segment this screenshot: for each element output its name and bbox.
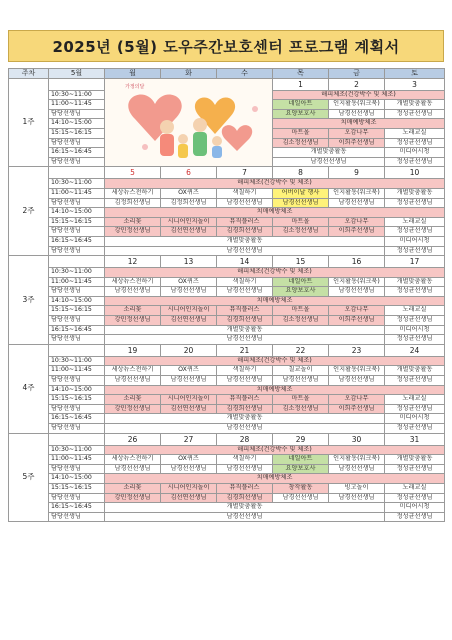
program-cell: 뮤직플러스 xyxy=(217,395,273,405)
program-cell: 정성균선생님 xyxy=(385,138,445,148)
program-cell: 남경선선생님 xyxy=(217,287,273,297)
schedule-row xyxy=(9,236,445,246)
date-cell: 1 xyxy=(273,78,329,90)
program-cell: 남경선선생님 xyxy=(105,464,161,474)
day-header: 금 xyxy=(329,69,385,79)
schedule-row xyxy=(9,268,445,278)
date-cell: 5 xyxy=(105,167,161,179)
program-cell: 남경선선생님 xyxy=(161,376,217,386)
program-cell: 정성균선생님 xyxy=(385,157,445,167)
day-header: 수 xyxy=(217,69,273,79)
program-cell: 정성균선생님 xyxy=(385,464,445,474)
date-cell: 26 xyxy=(105,433,161,445)
date-spacer xyxy=(49,344,105,356)
time-slot: 15:15~16:15 xyxy=(49,217,105,227)
schedule-row xyxy=(9,246,445,256)
date-spacer xyxy=(49,256,105,268)
program-cell: 남경선선생님 xyxy=(161,287,217,297)
program-cell: 개별맞춤활동 xyxy=(385,366,445,376)
program-cell: 김소정선생님 xyxy=(273,404,329,414)
schedule-page xyxy=(8,30,444,522)
program-cell: 남경선선생님 xyxy=(329,287,385,297)
illustration-caption: 가정의달 xyxy=(125,83,145,90)
day-header: 화 xyxy=(161,69,217,79)
time-slot: 담당선생님 xyxy=(49,493,105,503)
time-slot: 담당선생님 xyxy=(49,109,105,119)
schedule-row xyxy=(9,414,445,424)
program-cell: 해피체조(건강박수 및 체조) xyxy=(273,90,445,100)
schedule-row xyxy=(9,287,445,297)
schedule-row xyxy=(9,385,445,395)
date-cell: 23 xyxy=(329,344,385,356)
date-cell: 19 xyxy=(105,344,161,356)
program-cell: 남경선선생님 xyxy=(329,493,385,503)
time-slot: 담당선생님 xyxy=(49,227,105,237)
schedule-row xyxy=(9,474,445,484)
program-cell: 남경선선생님 xyxy=(329,376,385,386)
time-slot: 담당선생님 xyxy=(49,246,105,256)
time-slot: 10:30~11:00 xyxy=(49,90,105,100)
program-cell: 치매예방체조 xyxy=(105,474,445,484)
time-slot: 10:30~11:00 xyxy=(49,268,105,278)
time-slot: 11:00~11:45 xyxy=(49,188,105,198)
schedule-row xyxy=(9,404,445,414)
program-cell: 노래교실 xyxy=(385,217,445,227)
program-cell: 남경선선생님 xyxy=(273,376,329,386)
time-slot: 15:15~16:15 xyxy=(49,483,105,493)
date-cell: 31 xyxy=(385,433,445,445)
program-cell: 오감나무 xyxy=(329,128,385,138)
program-cell: 어버이날 행사 xyxy=(273,188,329,198)
day-header: 월 xyxy=(105,69,161,79)
time-slot: 담당선생님 xyxy=(49,512,105,522)
program-cell: 김경희선생님 xyxy=(217,227,273,237)
program-cell: 노래교실 xyxy=(385,128,445,138)
program-cell: 네일아트 xyxy=(273,455,329,465)
date-spacer xyxy=(49,433,105,445)
time-slot: 담당선생님 xyxy=(49,424,105,434)
date-row xyxy=(9,78,445,90)
date-cell: 3 xyxy=(385,78,445,90)
time-slot: 15:15~16:15 xyxy=(49,395,105,405)
time-slot: 10:30~11:00 xyxy=(49,179,105,189)
schedule-row xyxy=(9,356,445,366)
program-cell: 요양보호사 xyxy=(273,287,329,297)
program-cell: 노래교실 xyxy=(385,306,445,316)
program-cell: 뮤직플러스 xyxy=(217,483,273,493)
date-cell: 14 xyxy=(217,256,273,268)
program-cell: 김경희선생님 xyxy=(217,316,273,326)
program-cell: 치매예방체조 xyxy=(105,208,445,218)
date-cell: 13 xyxy=(161,256,217,268)
schedule-row xyxy=(9,483,445,493)
program-cell: 요양보호사 xyxy=(273,464,329,474)
date-row xyxy=(9,344,445,356)
schedule-row xyxy=(9,512,445,522)
program-cell: 미디어시청 xyxy=(385,503,445,513)
program-cell: 남경선선생님 xyxy=(217,198,273,208)
program-cell: 시니어인지놀이 xyxy=(161,306,217,316)
program-cell: 김경희선생님 xyxy=(217,404,273,414)
program-cell: 개별맞춤활동 xyxy=(385,277,445,287)
program-cell: 정성균선생님 xyxy=(385,198,445,208)
program-cell: 인지활동(워크북) xyxy=(329,455,385,465)
program-cell: 남경선선생님 xyxy=(329,198,385,208)
time-slot: 16:15~16:45 xyxy=(49,148,105,158)
program-cell: 이희주선생님 xyxy=(329,138,385,148)
program-cell: 마트몰 xyxy=(273,128,329,138)
time-slot: 11:00~11:45 xyxy=(49,277,105,287)
program-cell: 정성균선생님 xyxy=(385,376,445,386)
program-cell: 남경선선생님 xyxy=(329,464,385,474)
program-cell: 정성균선생님 xyxy=(385,287,445,297)
program-cell: 소리꽃 xyxy=(105,483,161,493)
date-cell: 22 xyxy=(273,344,329,356)
program-cell: 강민정선생님 xyxy=(105,404,161,414)
time-slot: 16:15~16:45 xyxy=(49,325,105,335)
schedule-row xyxy=(9,325,445,335)
time-slot: 담당선생님 xyxy=(49,138,105,148)
program-cell: 강민정선생님 xyxy=(105,316,161,326)
program-cell: 김정희선생님 xyxy=(105,198,161,208)
program-cell: 마트몰 xyxy=(273,395,329,405)
program-cell: 개별맞춤활동 xyxy=(105,414,385,424)
program-cell: 오감나무 xyxy=(329,217,385,227)
program-cell: OX퀴즈 xyxy=(161,188,217,198)
schedule-row xyxy=(9,306,445,316)
date-cell: 30 xyxy=(329,433,385,445)
program-cell: 남경선선생님 xyxy=(273,198,329,208)
time-slot: 14:10~15:00 xyxy=(49,119,105,129)
program-cell: 빙고놀이 xyxy=(329,483,385,493)
time-slot: 담당선생님 xyxy=(49,464,105,474)
date-cell: 10 xyxy=(385,167,445,179)
program-cell: 노래교실 xyxy=(385,483,445,493)
time-slot: 15:15~16:15 xyxy=(49,306,105,316)
program-cell: 치매예방체조 xyxy=(105,385,445,395)
date-cell: 21 xyxy=(217,344,273,356)
program-cell: 강민정선생님 xyxy=(105,227,161,237)
date-row xyxy=(9,433,445,445)
time-slot: 16:15~16:45 xyxy=(49,414,105,424)
week-label: 5주 xyxy=(9,433,49,522)
schedule-row xyxy=(9,445,445,455)
program-cell: 김선연선생님 xyxy=(161,227,217,237)
program-cell: 마트몰 xyxy=(273,217,329,227)
day-header: 목 xyxy=(273,69,329,79)
program-cell: 개별맞춤활동 xyxy=(385,188,445,198)
program-cell: 미디어시청 xyxy=(385,325,445,335)
program-cell: 색칠하기 xyxy=(217,455,273,465)
time-slot: 10:30~11:00 xyxy=(49,445,105,455)
program-cell: 김경희선생님 xyxy=(217,493,273,503)
time-slot: 담당선생님 xyxy=(49,198,105,208)
time-slot: 10:30~11:00 xyxy=(49,356,105,366)
date-cell: 27 xyxy=(161,433,217,445)
schedule-row xyxy=(9,296,445,306)
schedule-row xyxy=(9,493,445,503)
program-cell: 정성균선생님 xyxy=(385,512,445,522)
program-cell: 네일아트 xyxy=(273,100,329,110)
program-cell: 미디어시청 xyxy=(385,236,445,246)
program-cell: 색칠하기 xyxy=(217,277,273,287)
schedule-row xyxy=(9,503,445,513)
program-cell: 세상뉴스전하기 xyxy=(105,455,161,465)
date-cell: 7 xyxy=(217,167,273,179)
program-cell: 인지활동(워크북) xyxy=(329,277,385,287)
program-cell: 노래교실 xyxy=(385,395,445,405)
program-cell: OX퀴즈 xyxy=(161,455,217,465)
program-cell: 세상뉴스전하기 xyxy=(105,277,161,287)
header-row xyxy=(9,69,445,79)
program-cell: 시니어인지놀이 xyxy=(161,217,217,227)
time-slot: 16:15~16:45 xyxy=(49,236,105,246)
time-slot: 14:10~15:00 xyxy=(49,296,105,306)
program-cell: 네일아트 xyxy=(273,277,329,287)
program-cell: 개별맞춤활동 xyxy=(105,325,385,335)
date-cell: 12 xyxy=(105,256,161,268)
date-cell: 8 xyxy=(273,167,329,179)
schedule-row xyxy=(9,277,445,287)
program-cell: 개별맞춤활동 xyxy=(385,455,445,465)
date-spacer xyxy=(49,167,105,179)
time-slot: 14:10~15:00 xyxy=(49,474,105,484)
program-cell: 남경선선생님 xyxy=(217,376,273,386)
program-cell: 오감나무 xyxy=(329,395,385,405)
week-label: 4주 xyxy=(9,344,49,433)
program-cell: 이희주선생님 xyxy=(329,404,385,414)
time-slot: 11:00~11:45 xyxy=(49,366,105,376)
program-cell: 개별맞춤활동 xyxy=(273,148,385,158)
schedule-row xyxy=(9,335,445,345)
program-cell: 정성균선생님 xyxy=(385,227,445,237)
date-cell: 20 xyxy=(161,344,217,356)
program-cell: 해피체조(건강박수 및 체조) xyxy=(105,179,445,189)
program-cell: 시니어인지놀이 xyxy=(161,483,217,493)
schedule-row xyxy=(9,179,445,189)
schedule-row xyxy=(9,424,445,434)
date-cell: 6 xyxy=(161,167,217,179)
date-spacer xyxy=(49,78,105,90)
program-cell: 소리꽃 xyxy=(105,306,161,316)
page-title: 2025년 (5월) 도우주간보호센터 프로그램 계획서 xyxy=(8,30,444,62)
program-cell: 정성균선생님 xyxy=(385,246,445,256)
program-cell: 남경선선생님 xyxy=(105,246,385,256)
program-cell: 정성균선생님 xyxy=(385,316,445,326)
date-row xyxy=(9,256,445,268)
time-slot: 담당선생님 xyxy=(49,316,105,326)
schedule-row xyxy=(9,188,445,198)
program-cell: 치매예방체조 xyxy=(105,296,445,306)
program-cell: 김소정선생님 xyxy=(273,227,329,237)
program-cell: 강민정선생님 xyxy=(105,493,161,503)
program-cell: 김선연선생님 xyxy=(161,404,217,414)
program-cell: 개별맞춤활동 xyxy=(105,503,385,513)
date-row xyxy=(9,167,445,179)
program-cell: 남경선선생님 xyxy=(273,157,385,167)
program-cell: 세상뉴스전하기 xyxy=(105,366,161,376)
program-cell: 정성균선생님 xyxy=(385,404,445,414)
program-cell: 색칠하기 xyxy=(217,188,273,198)
schedule-row xyxy=(9,376,445,386)
program-cell: 남경선선생님 xyxy=(105,287,161,297)
time-slot: 14:10~15:00 xyxy=(49,208,105,218)
date-cell: 15 xyxy=(273,256,329,268)
program-cell: 남경선선생님 xyxy=(105,376,161,386)
program-cell: 김정희선생님 xyxy=(161,198,217,208)
time-slot: 11:00~11:45 xyxy=(49,100,105,110)
date-cell: 17 xyxy=(385,256,445,268)
time-slot: 14:10~15:00 xyxy=(49,385,105,395)
program-cell: 뮤직플러스 xyxy=(217,217,273,227)
schedule-table xyxy=(8,68,445,522)
program-cell: 남경선선생님 xyxy=(329,109,385,119)
program-cell: 세상뉴스전하기 xyxy=(105,188,161,198)
program-cell: 남경선선생님 xyxy=(105,335,385,345)
program-cell: 뮤직플러스 xyxy=(217,306,273,316)
time-slot: 담당선생님 xyxy=(49,157,105,167)
time-slot: 담당선생님 xyxy=(49,287,105,297)
program-cell: 창작활동 xyxy=(273,483,329,493)
family-hearts-illustration xyxy=(105,78,273,167)
program-cell: 남경선선생님 xyxy=(217,464,273,474)
program-cell: 개별맞춤활동 xyxy=(105,236,385,246)
time-slot: 담당선생님 xyxy=(49,404,105,414)
day-header: 토 xyxy=(385,69,445,79)
schedule-row xyxy=(9,455,445,465)
program-cell: 소리꽃 xyxy=(105,395,161,405)
program-cell: 김선연선생님 xyxy=(161,316,217,326)
schedule-row xyxy=(9,395,445,405)
schedule-row xyxy=(9,464,445,474)
schedule-row xyxy=(9,198,445,208)
program-cell: OX퀴즈 xyxy=(161,366,217,376)
program-cell: 소리꽃 xyxy=(105,217,161,227)
time-slot: 15:15~16:15 xyxy=(49,128,105,138)
program-cell: 해피체조(건강박수 및 체조) xyxy=(105,356,445,366)
schedule-row xyxy=(9,366,445,376)
time-slot: 16:15~16:45 xyxy=(49,503,105,513)
schedule-row xyxy=(9,316,445,326)
program-cell: 인지활동(워크북) xyxy=(329,100,385,110)
program-cell: 미디어시청 xyxy=(385,414,445,424)
time-slot: 11:00~11:45 xyxy=(49,455,105,465)
time-slot: 담당선생님 xyxy=(49,335,105,345)
program-cell: 해피체조(건강박수 및 체조) xyxy=(105,445,445,455)
program-cell: 남경선선생님 xyxy=(105,424,385,434)
program-cell: 미디어시청 xyxy=(385,148,445,158)
program-cell: 김소정선생님 xyxy=(273,138,329,148)
program-cell: 색칠하기 xyxy=(217,366,273,376)
program-cell: 이희주선생님 xyxy=(329,227,385,237)
program-cell: 정성균선생님 xyxy=(385,424,445,434)
time-slot: 담당선생님 xyxy=(49,376,105,386)
program-cell: 인지활동(워크북) xyxy=(329,188,385,198)
date-cell: 29 xyxy=(273,433,329,445)
date-cell: 2 xyxy=(329,78,385,90)
program-cell: 오감나무 xyxy=(329,306,385,316)
program-cell: 남경선선생님 xyxy=(273,493,329,503)
month-label: 5월 xyxy=(49,69,105,79)
program-cell: 마트몰 xyxy=(273,306,329,316)
date-cell: 28 xyxy=(217,433,273,445)
week-column-header: 주차 xyxy=(9,69,49,79)
program-cell: 요양보호사 xyxy=(273,109,329,119)
program-cell: 정성균선생님 xyxy=(385,335,445,345)
schedule-row xyxy=(9,217,445,227)
program-cell: 남경선선생님 xyxy=(161,464,217,474)
schedule-row xyxy=(9,227,445,237)
program-cell: 치매예방체조 xyxy=(273,119,445,129)
program-cell: 남경선선생님 xyxy=(105,512,385,522)
date-cell: 24 xyxy=(385,344,445,356)
program-cell: 시니어인지놀이 xyxy=(161,395,217,405)
program-cell: 김소정선생님 xyxy=(273,316,329,326)
program-cell: 개별맞춤활동 xyxy=(385,100,445,110)
program-cell: 해피체조(건강박수 및 체조) xyxy=(105,268,445,278)
program-cell: 정성균선생님 xyxy=(385,493,445,503)
program-cell: 김선연선생님 xyxy=(161,493,217,503)
week-label: 1주 xyxy=(9,78,49,167)
date-cell: 16 xyxy=(329,256,385,268)
program-cell: 인지활동(워크북) xyxy=(329,366,385,376)
week-label: 3주 xyxy=(9,256,49,345)
program-cell: 이희주선생님 xyxy=(329,316,385,326)
week-label: 2주 xyxy=(9,167,49,256)
schedule-row xyxy=(9,208,445,218)
date-cell: 9 xyxy=(329,167,385,179)
program-cell: OX퀴즈 xyxy=(161,277,217,287)
program-cell: 칠교놀이 xyxy=(273,366,329,376)
program-cell: 정성균선생님 xyxy=(385,109,445,119)
